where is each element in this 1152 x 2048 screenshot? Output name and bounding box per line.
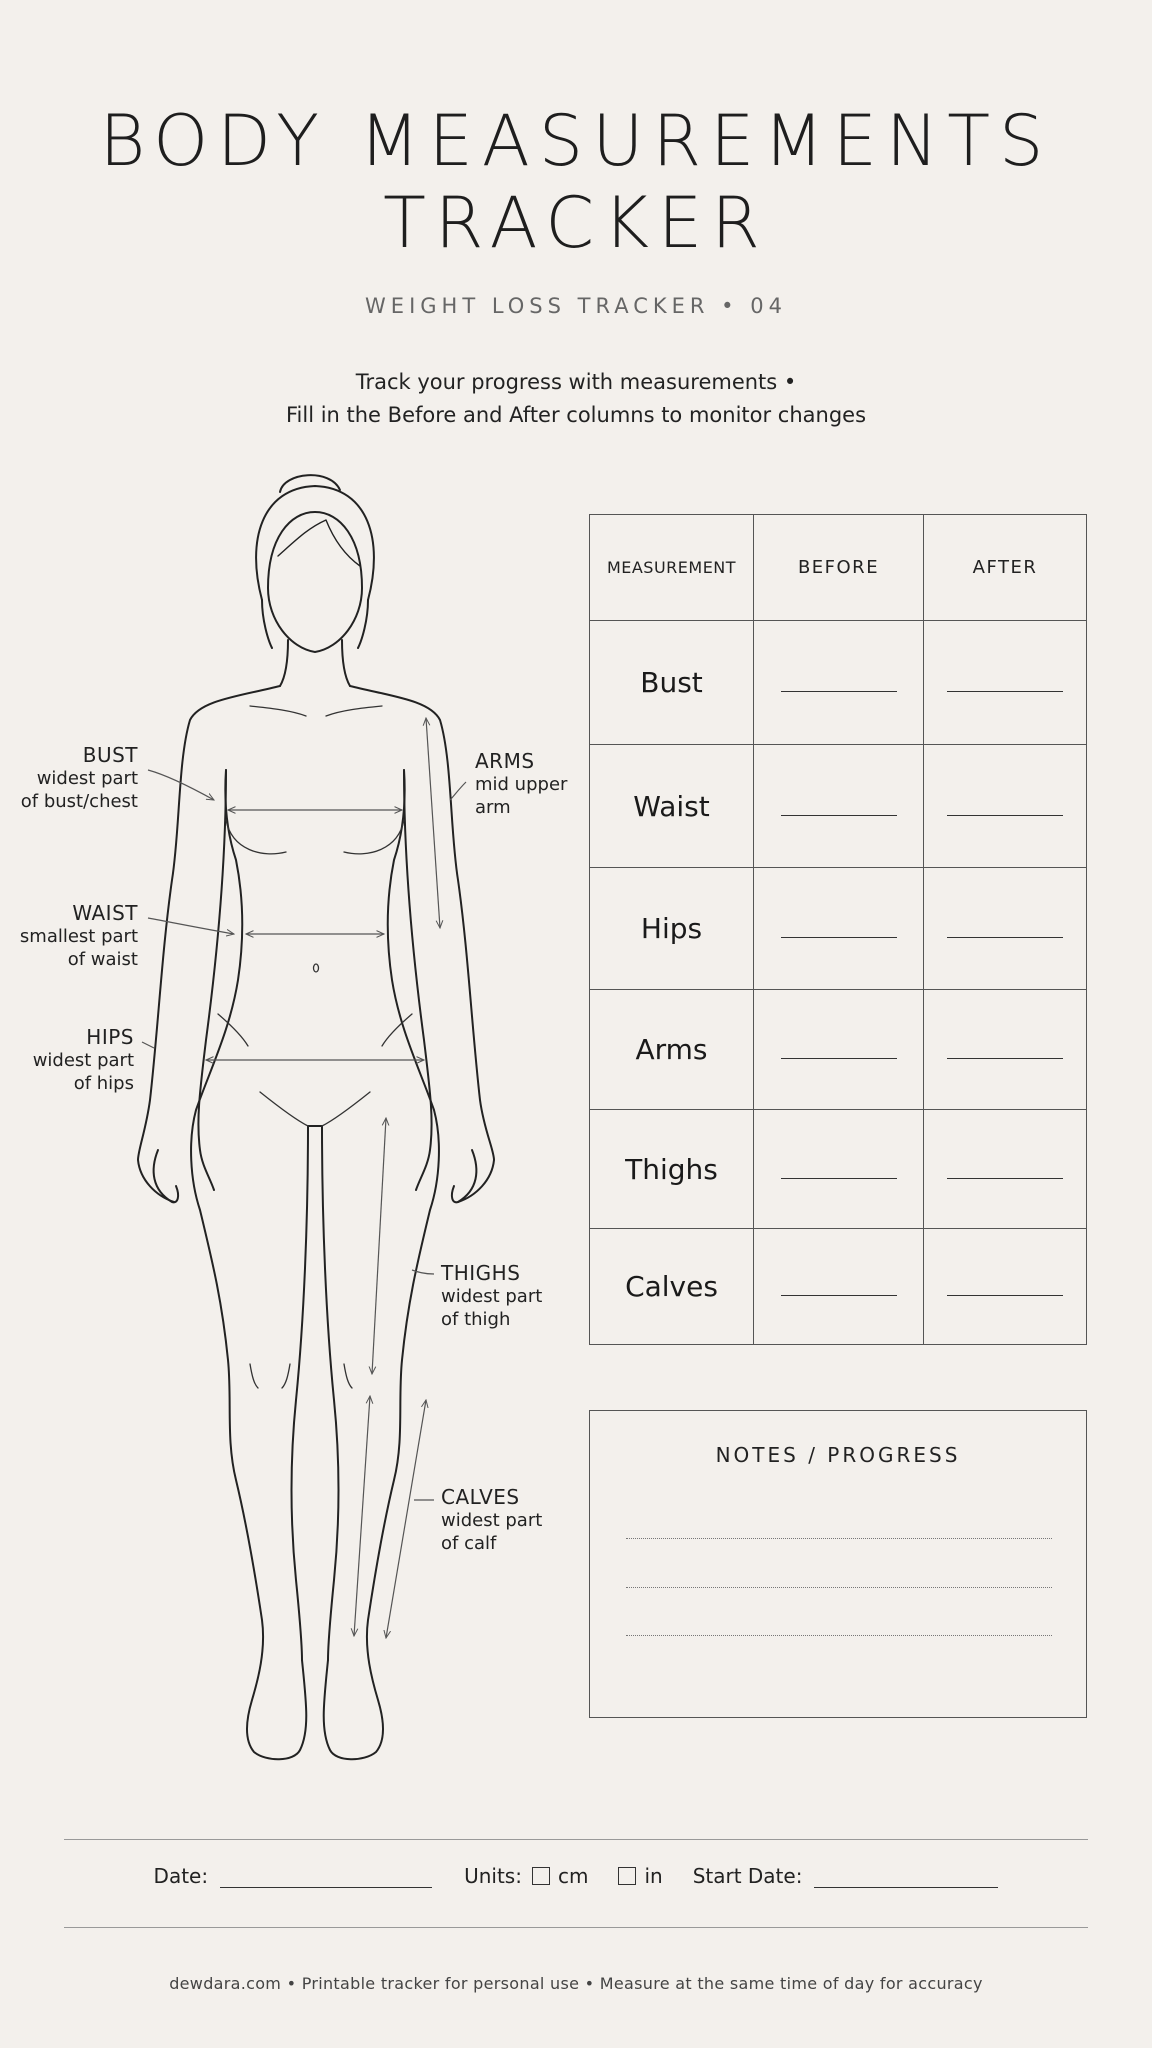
table-header-cell	[590, 515, 754, 620]
after-cell[interactable]	[924, 868, 1086, 989]
table-header-cell	[754, 515, 924, 620]
footer-fields	[0, 1864, 1152, 1888]
title-line-2: TRACKER	[383, 182, 769, 264]
cm-label: cm	[557, 1864, 589, 1888]
after-blank-line[interactable]	[947, 937, 1063, 938]
bust-callout-head: BUST	[82, 743, 138, 767]
date-label: Date:	[153, 1864, 209, 1888]
start-date-label: Start Date:	[692, 1864, 803, 1888]
before-cell[interactable]	[754, 1229, 924, 1344]
table-row	[590, 867, 1086, 989]
after-blank-line[interactable]	[947, 815, 1063, 816]
arms-callout-head: ARMS	[475, 749, 535, 773]
after-cell[interactable]	[924, 621, 1086, 744]
table-row	[590, 989, 1086, 1109]
page-title	[0, 100, 1152, 264]
footer-bottom-divider	[64, 1927, 1088, 1928]
body-figure-illustration	[0, 440, 580, 1780]
before-blank-line[interactable]	[781, 815, 897, 816]
bust-callout	[10, 744, 138, 813]
after-blank-line[interactable]	[947, 1295, 1063, 1296]
hips-callout-head: HIPS	[86, 1025, 134, 1049]
before-cell[interactable]	[754, 990, 924, 1109]
waist-callout-line-2: of waist	[67, 949, 138, 970]
row-label-waist: Waist	[633, 789, 710, 823]
table-cell	[590, 1110, 754, 1228]
thighs-callout-head: THIGHS	[441, 1261, 521, 1285]
page-subtitle: WEIGHT LOSS TRACKER • 04	[365, 294, 787, 318]
before-blank-line[interactable]	[781, 1058, 897, 1059]
waist-callout-line-1: smallest part	[19, 926, 138, 947]
intro-text	[0, 366, 1152, 432]
date-blank-line[interactable]	[220, 1865, 432, 1888]
before-cell[interactable]	[754, 621, 924, 744]
calves-callout	[441, 1486, 571, 1555]
intro-line-1: Track your progress with measurements •	[355, 370, 797, 394]
date-field[interactable]	[154, 1864, 433, 1888]
table-header-row	[590, 515, 1086, 620]
row-label-arms: Arms	[635, 1033, 708, 1066]
notes-box[interactable]	[589, 1410, 1087, 1718]
before-cell[interactable]	[754, 745, 924, 867]
notes-dotted-line[interactable]	[626, 1587, 1052, 1588]
arms-callout	[475, 750, 585, 819]
table-row	[590, 1228, 1086, 1344]
before-cell[interactable]	[754, 1110, 924, 1228]
units-label: Units:	[464, 1864, 522, 1888]
notes-title: NOTES / PROGRESS	[715, 1443, 961, 1467]
notes-dotted-line[interactable]	[626, 1538, 1052, 1539]
table-header-cell	[924, 515, 1086, 620]
footer-credits: dewdara.com • Printable tracker for personal use • Measure at the same time of day for accuracy	[169, 1974, 983, 1993]
thighs-callout-line-1: widest part	[441, 1286, 543, 1307]
row-label-hips: Hips	[640, 912, 703, 945]
arms-callout-line-1: mid upper	[475, 774, 568, 795]
header-measurement: MEASUREMENT	[606, 558, 737, 577]
after-cell[interactable]	[924, 1229, 1086, 1344]
calves-callout-head: CALVES	[441, 1485, 520, 1509]
after-cell[interactable]	[924, 745, 1086, 867]
waist-callout-head: WAIST	[72, 901, 138, 925]
notes-dotted-line[interactable]	[626, 1635, 1052, 1636]
thighs-callout	[441, 1262, 571, 1331]
table-cell	[590, 621, 754, 744]
before-cell[interactable]	[754, 868, 924, 989]
after-blank-line[interactable]	[947, 1058, 1063, 1059]
table-row	[590, 620, 1086, 744]
hips-callout-line-1: widest part	[32, 1050, 134, 1071]
row-label-calves: Calves	[625, 1270, 718, 1303]
footer-top-divider	[64, 1839, 1088, 1840]
in-label: in	[644, 1864, 663, 1888]
row-label-thighs: Thighs	[625, 1152, 718, 1186]
before-blank-line[interactable]	[781, 1178, 897, 1179]
after-blank-line[interactable]	[947, 691, 1063, 692]
start-date-blank-line[interactable]	[814, 1865, 998, 1888]
hips-callout-line-2: of hips	[73, 1073, 134, 1094]
intro-line-2: Fill in the Before and After columns to monitor changes	[285, 403, 867, 427]
header-before: BEFORE	[797, 557, 880, 578]
units-field	[464, 1864, 663, 1888]
cm-checkbox[interactable]	[532, 1867, 550, 1885]
measurement-table	[589, 514, 1087, 1345]
after-cell[interactable]	[924, 990, 1086, 1109]
waist-callout	[10, 902, 138, 971]
row-label-bust: Bust	[640, 666, 703, 699]
arms-callout-line-2: arm	[475, 797, 511, 818]
hips-callout	[10, 1026, 134, 1095]
table-cell	[590, 1229, 754, 1344]
bust-callout-line-1: widest part	[36, 768, 138, 789]
before-blank-line[interactable]	[781, 691, 897, 692]
thighs-callout-line-2: of thigh	[441, 1309, 511, 1330]
calves-callout-line-2: of calf	[441, 1533, 497, 1554]
start-date-field[interactable]	[693, 1864, 999, 1888]
calves-callout-line-1: widest part	[441, 1510, 543, 1531]
after-blank-line[interactable]	[947, 1178, 1063, 1179]
after-cell[interactable]	[924, 1110, 1086, 1228]
table-cell	[590, 868, 754, 989]
title-line-1: BODY MEASUREMENTS	[99, 100, 1053, 182]
table-cell	[590, 990, 754, 1109]
table-row	[590, 744, 1086, 867]
table-cell	[590, 745, 754, 867]
bust-callout-line-2: of bust/chest	[20, 791, 138, 812]
in-checkbox[interactable]	[618, 1867, 636, 1885]
table-row	[590, 1109, 1086, 1228]
before-blank-line[interactable]	[781, 1295, 897, 1296]
header-after: AFTER	[972, 557, 1038, 578]
before-blank-line[interactable]	[781, 937, 897, 938]
